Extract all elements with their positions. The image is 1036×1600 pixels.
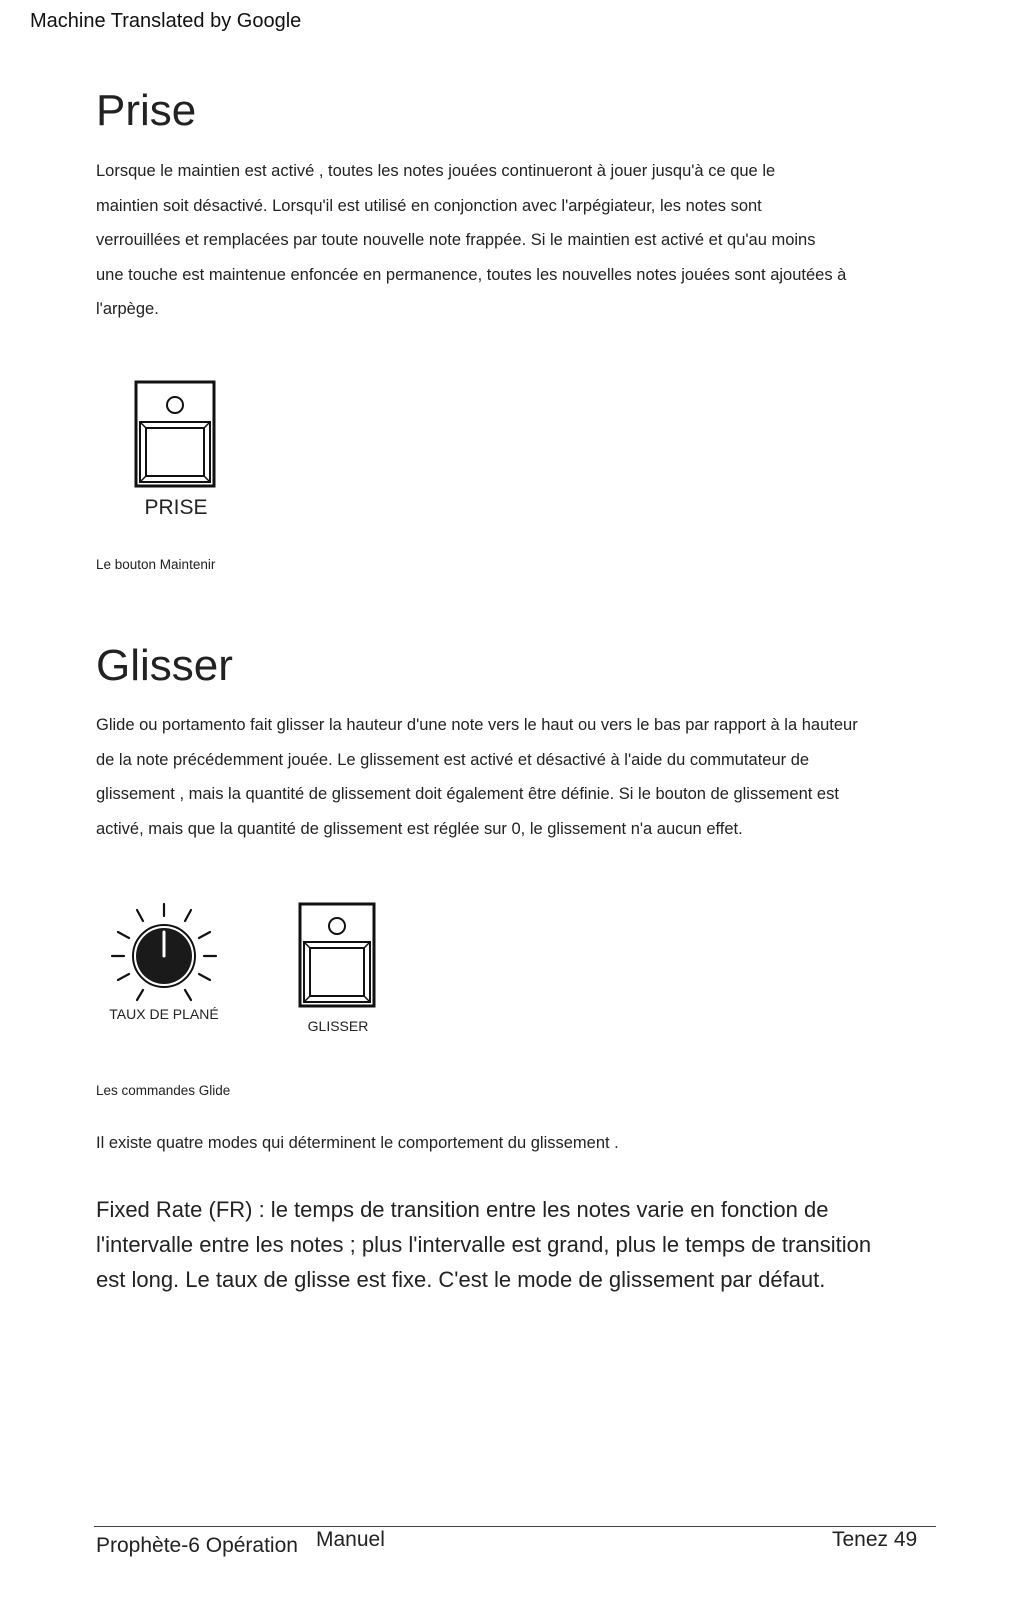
hold-figure-caption: Le bouton Maintenir: [96, 557, 216, 572]
hold-paragraph-line: maintien soit désactivé. Lorsqu'il est utilisé en conjonction avec l'arpégiateur, les notes sont: [96, 196, 762, 215]
glide-rate-knob-label: TAUX DE PLANÉ: [109, 1006, 219, 1022]
glide-section-paragraph: [96, 708, 936, 846]
hold-section-paragraph: [96, 154, 936, 327]
glide-section-heading: Glisser: [96, 641, 233, 690]
machine-translation-banner: Machine Translated by Google: [30, 10, 302, 32]
footer-page-number: Tenez 49: [832, 1528, 918, 1551]
fixed-rate-line: l'intervalle entre les notes ; plus l'intervalle est grand, plus le temps de transition: [96, 1232, 872, 1257]
glide-paragraph-line: activé, mais que la quantité de glissement est réglée sur 0, le glissement n'a aucun effet.: [96, 819, 743, 838]
hold-paragraph-line: verrouillées et remplacées par toute nouvelle note frappée. Si le maintien est activé et qu'au moins: [96, 231, 816, 249]
glide-button-illustration: [296, 900, 380, 1010]
hold-paragraph-line: Lorsque le maintien est activé , toutes les notes jouées continueront à jouer jusqu'à ce que le: [96, 162, 776, 180]
fixed-rate-line: Fixed Rate (FR) : le temps de transition entre les notes varie en fonction de: [96, 1197, 829, 1222]
glide-modes-intro: [96, 1126, 936, 1161]
fixed-rate-line: est long. Le taux de glisse est fixe. C'est le mode de glissement par défaut.: [96, 1267, 826, 1292]
footer-rule: [94, 1526, 936, 1527]
footer-manual-title: Prophète-6 Opération: [96, 1534, 298, 1557]
glide-paragraph-line: de la note précédemment jouée. Le glissement est activé et désactivé à l'aide du commutateur de: [96, 750, 810, 769]
footer-manual-word: Manuel: [316, 1528, 385, 1551]
hold-button-illustration: [132, 378, 220, 490]
hold-button-label: PRISE: [144, 496, 208, 519]
hold-paragraph-line: une touche est maintenue enfoncée en permanence, toutes les nouvelles notes jouées sont ajoutées à: [96, 265, 847, 284]
hold-section-heading: Prise: [96, 86, 197, 135]
glide-figure-caption: Les commandes Glide: [96, 1083, 231, 1098]
glide-button-label: GLISSER: [307, 1018, 369, 1034]
hold-paragraph-line: l'arpège.: [96, 300, 159, 318]
fixed-rate-mode-paragraph: [96, 1192, 956, 1297]
glide-rate-knob-illustration: [110, 902, 220, 1006]
glide-modes-intro-line: Il existe quatre modes qui déterminent le comportement du glissement .: [96, 1134, 619, 1152]
glide-paragraph-line: glissement , mais la quantité de glissement doit également être définie. Si le bouton de glissement est: [96, 785, 839, 803]
glide-paragraph-line: Glide ou portamento fait glisser la hauteur d'une note vers le haut ou vers le bas par rapport à la hauteur: [96, 716, 858, 734]
